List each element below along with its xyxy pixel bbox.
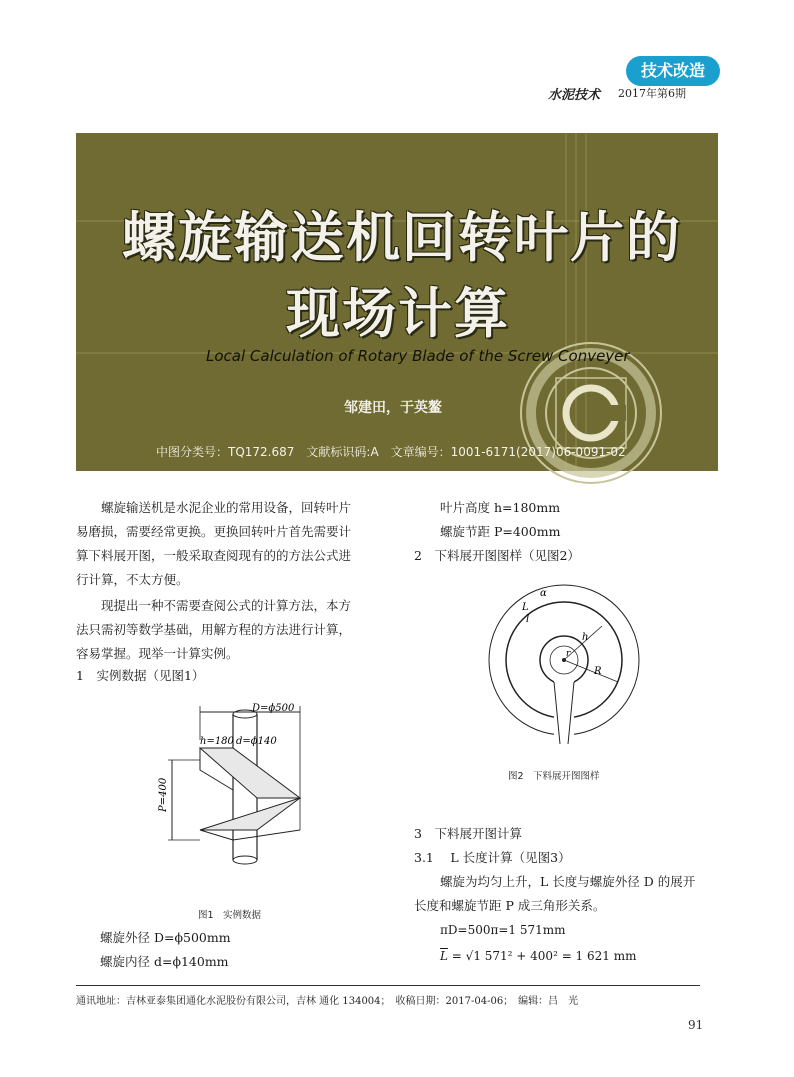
section-heading-3-1: 3.1 L 长度计算（见图3） [414,850,571,865]
p2-line2: 法只需初等数学基础，用解方程的方法进行计算， [76,622,352,637]
inner-diameter: 螺旋内径 d=ϕ140mm [100,954,229,969]
paragraph-1-cont [76,520,382,592]
fig2-label-L: L [522,602,529,613]
article-title-line2: 现场计算 [286,282,510,345]
issue-label: 2017年第6期 [618,87,686,100]
english-title: Local Calculation of Rotary Blade of the Screw Conveyer [206,347,630,365]
outer-diameter: 螺旋外径 D=ϕ500mm [100,930,231,945]
title-banner [76,133,718,471]
fig1-label-P: P=400 [158,777,169,812]
section-heading-1: 1 实例数据（见图1） [76,668,205,683]
fig2-label-l: l [526,614,530,625]
figure-2-drawing [484,578,646,748]
equation-2-rhs: = √1 571² + 400² = 1 621 mm [451,949,637,963]
p1-line1: 螺旋输送机是水泥企业的常用设备，回转叶片 [101,500,352,515]
figure-1-caption: 图1 实例数据 [198,910,262,921]
p1-line4: 行计算，不太方便。 [76,572,189,587]
paragraph-2-cont [76,618,382,666]
fig1-label-h: h=180 [200,736,234,747]
p3-line1: 螺旋为均匀上升，L 长度与螺旋外径 D 的展开 [440,874,696,889]
p3-line2: 长度和螺旋节距 P 成三角形关系。 [414,898,606,913]
authors: 邹建田，于英鳌 [344,400,442,416]
section-tag: 技术改造 [626,56,720,86]
p2-line3: 容易掌握。现举一计算实例。 [76,646,239,661]
figure-2-caption: 图2 下料展开图图样 [508,771,600,782]
equation-1: πD=500π=1 571mm [440,923,566,937]
equation-2 [440,944,636,968]
fig2-label-R: R [594,666,602,677]
p1-line2: 易磨损，需要经常更换。更换回转叶片首先需要计 [76,524,352,539]
section-heading-3: 3 下料展开图计算 [414,826,522,841]
page-number: 91 [688,1018,704,1032]
fig2-label-r: r [566,649,571,659]
figure-1-drawing [160,700,320,872]
footnote-divider [76,985,700,986]
equation-2-lhs: $\overline{L}$ [440,949,448,963]
paragraph-2 [76,594,382,618]
journal-name: 水泥技术 [548,88,601,103]
p1-line3: 算下料展开图，一般采取查阅现有的的方法公式进 [76,548,352,563]
fig1-label-d: d=ϕ140 [236,736,277,747]
footnote: 通讯地址：吉林亚泰集团通化水泥股份有限公司，吉林 通化 134004； 收稿日期：2017-04-06； 编辑：吕 光 [76,996,579,1007]
fig1-label-D: D=ϕ500 [252,703,295,714]
fig2-label-alpha: α [540,588,547,599]
article-title-line1: 螺旋输送机回转叶片的 [122,206,682,269]
blade-height: 叶片高度 h=180mm [440,500,561,515]
p2-line1: 现提出一种不需要查阅公式的计算方法，本方 [101,598,352,613]
paragraph-1 [76,496,382,520]
fig2-label-h: h [582,632,589,643]
section-heading-2: 2 下料展开图图样（见图2） [414,548,580,563]
classification-line: 中图分类号：TQ172.687 文献标识码:A 文章编号：1001-6171(2017)06-0091-02 [156,445,626,459]
screw-pitch: 螺旋节距 P=400mm [440,524,561,539]
